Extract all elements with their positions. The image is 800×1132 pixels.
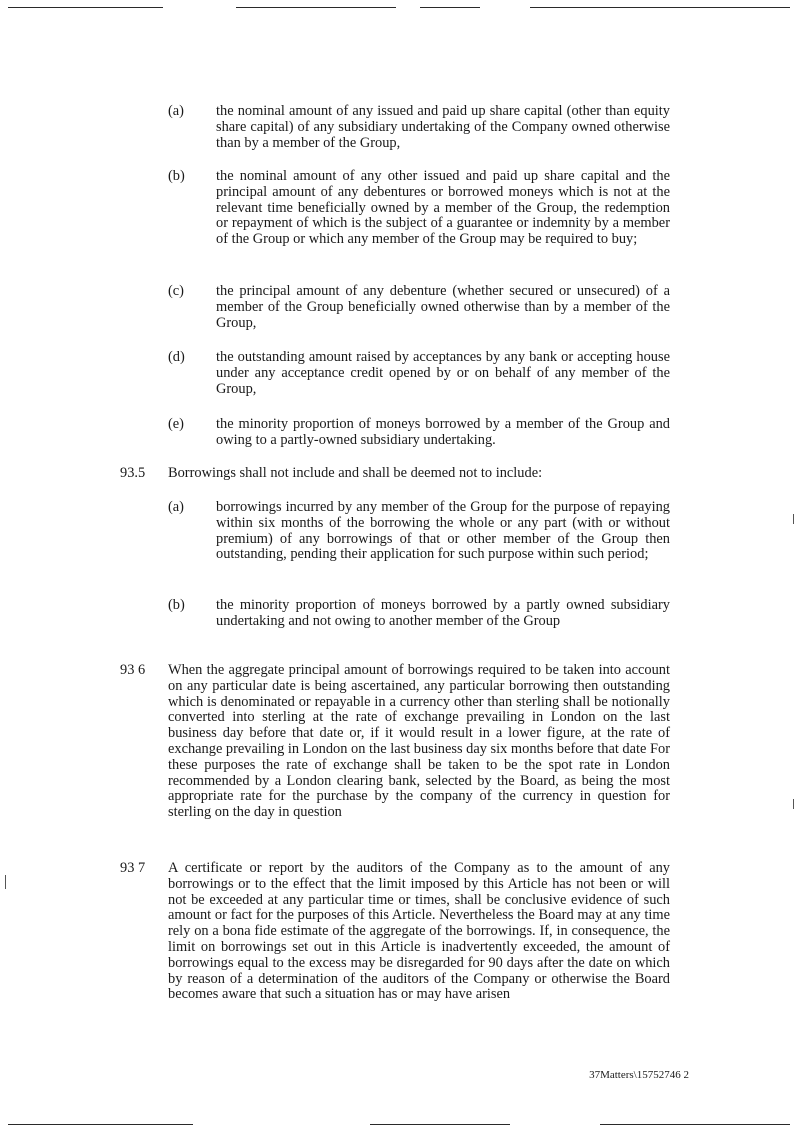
section-text: When the aggregate principal amount of borrowings required to be taken into account on any particular date is being ascertained, any particular borrowing then outstanding which is denominated or repayable in a currency other than sterling shall be notionally converted into sterling at the rate of exchange prevailing in London on the last business day before that date or, if it would result in a lower figure, at the rate of exchange prevailing in London on the last business day six months before that date For these purposes the rate of exchange shall be taken to be the spot rate in London recommended by a London clearing bank, selected by the Board, as being the most appropriate rate for the purchase by the company of the currency in question for sterling on the day in question [168,662,670,821]
item-text: the principal amount of any debenture (whether secured or unsecured) of a member of the Group beneficially owned otherwise than by a member of the Group, [216,283,670,331]
item-text: the outstanding amount raised by acceptances by any bank or accepting house under any acceptance credit opened by or on behalf of any member of the Group, [216,349,670,397]
section-number: 93 7 [120,860,146,876]
item-text: the nominal amount of any other issued and paid up share capital and the principal amount of any debentures or borrowed moneys which is not at the relevant time beneficially owned by a member of the Group, the redemption or repayment of which is the subject of a guarantee or indemnity by a member of the Group or which any member of the Group may be required to buy; [216,168,670,248]
item-label: (a) [168,499,184,515]
top-rule [420,7,480,8]
item-text: the minority proportion of moneys borrowed by a member of the Group and owing to a partly-owned subsidiary undertaking. [216,416,670,448]
top-rule [8,7,163,8]
item-text: the minority proportion of moneys borrowed by a partly owned subsidiary undertaking and not owing to another member of the Group [216,597,670,629]
section-number: 93.5 [120,465,146,481]
scan-mark [5,875,6,889]
bottom-rule [600,1124,790,1125]
item-label: (c) [168,283,184,299]
item-text: the nominal amount of any issued and paid up share capital (other than equity share capital) of any subsidiary undertaking of the Company owned otherwise than by a member of the Group, [216,103,670,151]
item-label: (b) [168,597,185,613]
bottom-rule [8,1124,193,1125]
document-reference: 37Matters\15752746 2 [589,1069,689,1081]
top-rule [530,7,790,8]
item-text: borrowings incurred by any member of the Group for the purpose of repaying within six months of the borrowing the whole or any part (with or without premium) of any borrowings of that or other member of the Group then outstanding, pending their application for such purpose within such period; [216,499,670,563]
top-rule [236,7,396,8]
section-number: 93 6 [120,662,146,678]
scan-mark [793,799,794,809]
item-label: (e) [168,416,184,432]
bottom-rule [370,1124,510,1125]
item-label: (a) [168,103,184,119]
scan-mark [793,514,794,524]
section-text: Borrowings shall not include and shall be deemed not to include: [168,465,543,481]
item-label: (d) [168,349,185,365]
section-text: A certificate or report by the auditors of the Company as to the amount of any borrowings or to the effect that the limit imposed by this Article has not been or will not be exceeded at any particular time or times, shall be conclusive evidence of such amount or fact for the purposes of this Article. Nevertheless the Board may at any time rely on a bona fide estimate of the aggregate of the borrowings. If, in consequence, the limit on borrowings set out in this Article is inadvertently exceeded, the amount of borrowings equal to the excess may be disregarded for 90 days after the date on which by reason of a determination of the auditors of the Company or otherwise the Board becomes aware that such a situation has or may have arisen [168,860,670,1003]
item-label: (b) [168,168,185,184]
